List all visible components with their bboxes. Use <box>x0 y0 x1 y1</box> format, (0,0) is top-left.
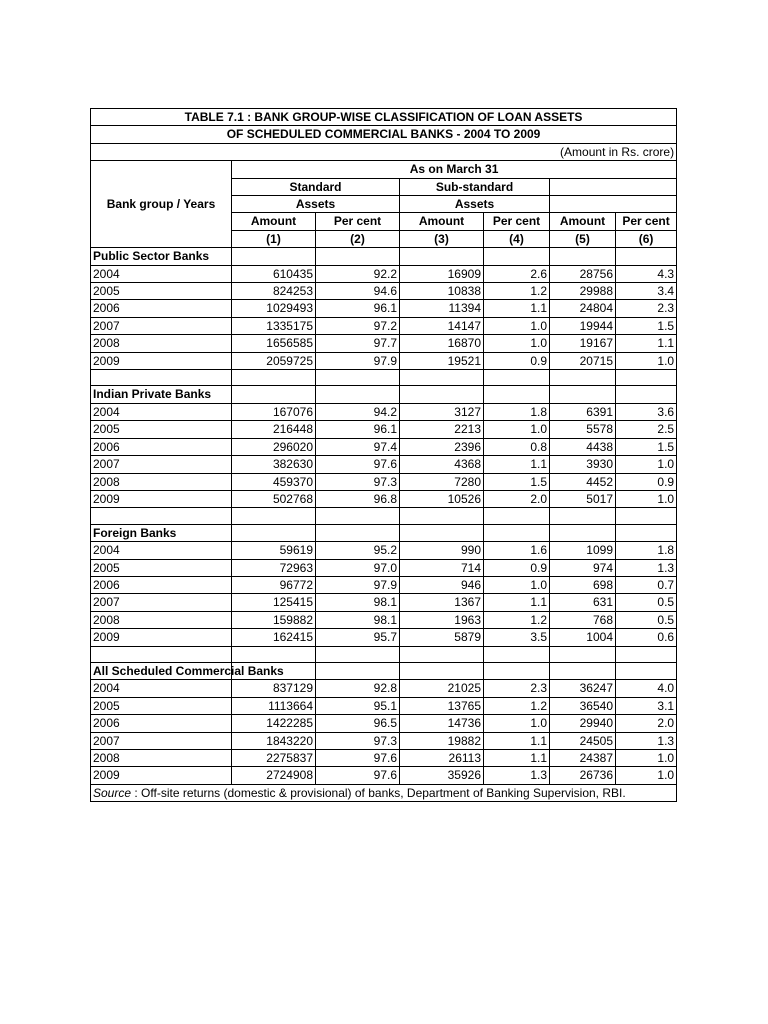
value-cell: 1.5 <box>616 438 677 455</box>
value-cell: 2396 <box>400 438 484 455</box>
value-cell: 14736 <box>400 715 484 732</box>
table-row <box>91 559 677 576</box>
value-cell: 296020 <box>232 438 316 455</box>
table-row <box>91 473 677 490</box>
year-cell: 2007 <box>91 317 232 334</box>
value-cell: 1.3 <box>616 732 677 749</box>
spacer-cell <box>400 370 484 386</box>
group-empty-cell <box>232 248 316 265</box>
year-cell: 2007 <box>91 732 232 749</box>
value-cell: 0.5 <box>616 611 677 628</box>
value-cell: 125415 <box>232 594 316 611</box>
group-empty-cell <box>400 248 484 265</box>
other-assets-header <box>550 196 677 213</box>
value-cell: 382630 <box>232 456 316 473</box>
value-cell: 1.0 <box>616 456 677 473</box>
value-cell: 24505 <box>550 732 616 749</box>
value-cell: 1.0 <box>484 421 550 438</box>
standard-assets-header: Assets <box>232 196 400 213</box>
value-cell: 1.2 <box>484 697 550 714</box>
value-cell: 1029493 <box>232 300 316 317</box>
value-cell: 162415 <box>232 629 316 646</box>
year-cell: 2004 <box>91 403 232 420</box>
value-cell: 94.2 <box>316 403 400 420</box>
value-cell: 10838 <box>400 283 484 300</box>
value-cell: 16909 <box>400 265 484 282</box>
group-heading-row <box>91 386 677 403</box>
group-empty-cell <box>232 386 316 403</box>
value-cell: 1.1 <box>484 749 550 766</box>
value-cell: 2.3 <box>616 300 677 317</box>
table-row <box>91 335 677 352</box>
loan-assets-table <box>90 108 677 802</box>
standard-header: Standard <box>232 178 400 195</box>
col-label-4: Per cent <box>484 213 550 230</box>
value-cell: 97.0 <box>316 559 400 576</box>
value-cell: 1.0 <box>616 767 677 784</box>
value-cell: 167076 <box>232 403 316 420</box>
value-cell: 1113664 <box>232 697 316 714</box>
value-cell: 16870 <box>400 335 484 352</box>
value-cell: 0.9 <box>616 473 677 490</box>
table-row <box>91 317 677 334</box>
value-cell: 92.2 <box>316 265 400 282</box>
value-cell: 0.9 <box>484 559 550 576</box>
spacer-cell <box>550 370 616 386</box>
year-cell: 2004 <box>91 265 232 282</box>
value-cell: 36540 <box>550 697 616 714</box>
spacer-cell <box>316 508 400 524</box>
spacer-row <box>91 370 677 386</box>
group-empty-cell <box>616 524 677 541</box>
other-header <box>550 178 677 195</box>
value-cell: 10526 <box>400 490 484 507</box>
value-cell: 974 <box>550 559 616 576</box>
group-empty-cell <box>484 248 550 265</box>
year-cell: 2008 <box>91 611 232 628</box>
value-cell: 216448 <box>232 421 316 438</box>
value-cell: 159882 <box>232 611 316 628</box>
value-cell: 1004 <box>550 629 616 646</box>
value-cell: 0.7 <box>616 576 677 593</box>
value-cell: 72963 <box>232 559 316 576</box>
value-cell: 1.5 <box>616 317 677 334</box>
spacer-cell <box>484 370 550 386</box>
table-row <box>91 490 677 507</box>
value-cell: 3.4 <box>616 283 677 300</box>
spacer-cell <box>232 508 316 524</box>
value-cell: 1.0 <box>616 490 677 507</box>
group-empty-cell <box>316 524 400 541</box>
value-cell: 29940 <box>550 715 616 732</box>
value-cell: 19944 <box>550 317 616 334</box>
table-title-line-2: OF SCHEDULED COMMERCIAL BANKS - 2004 TO 2009 <box>91 126 677 143</box>
value-cell: 768 <box>550 611 616 628</box>
value-cell: 946 <box>400 576 484 593</box>
table-row <box>91 629 677 646</box>
col-label-5: Amount <box>550 213 616 230</box>
year-cell: 2005 <box>91 697 232 714</box>
year-cell: 2009 <box>91 629 232 646</box>
table-row <box>91 594 677 611</box>
year-cell: 2005 <box>91 559 232 576</box>
value-cell: 1.1 <box>616 335 677 352</box>
spacer-cell <box>232 646 316 662</box>
group-name: Foreign Banks <box>91 524 232 541</box>
year-cell: 2004 <box>91 542 232 559</box>
value-cell: 3127 <box>400 403 484 420</box>
value-cell: 1.1 <box>484 300 550 317</box>
value-cell: 24387 <box>550 749 616 766</box>
value-cell: 5578 <box>550 421 616 438</box>
value-cell: 824253 <box>232 283 316 300</box>
value-cell: 5017 <box>550 490 616 507</box>
group-empty-cell <box>316 248 400 265</box>
year-cell: 2006 <box>91 576 232 593</box>
table-row <box>91 438 677 455</box>
value-cell: 96772 <box>232 576 316 593</box>
value-cell: 20715 <box>550 352 616 369</box>
table-row <box>91 403 677 420</box>
value-cell: 4438 <box>550 438 616 455</box>
value-cell: 26113 <box>400 749 484 766</box>
value-cell: 1.8 <box>484 403 550 420</box>
group-empty-cell <box>550 386 616 403</box>
value-cell: 2.3 <box>484 680 550 697</box>
group-heading-row <box>91 524 677 541</box>
year-cell: 2009 <box>91 767 232 784</box>
table-row <box>91 542 677 559</box>
spacer-cell <box>484 508 550 524</box>
value-cell: 92.8 <box>316 680 400 697</box>
group-empty-cell <box>400 524 484 541</box>
value-cell: 990 <box>400 542 484 559</box>
value-cell: 2059725 <box>232 352 316 369</box>
value-cell: 6391 <box>550 403 616 420</box>
header-row-as-on <box>91 161 677 178</box>
value-cell: 97.2 <box>316 317 400 334</box>
group-empty-cell <box>616 248 677 265</box>
value-cell: 631 <box>550 594 616 611</box>
value-cell: 3.5 <box>484 629 550 646</box>
value-cell: 4368 <box>400 456 484 473</box>
table-row <box>91 300 677 317</box>
year-cell: 2006 <box>91 715 232 732</box>
value-cell: 96.1 <box>316 421 400 438</box>
spacer-cell <box>91 508 232 524</box>
value-cell: 26736 <box>550 767 616 784</box>
year-cell: 2004 <box>91 680 232 697</box>
value-cell: 1963 <box>400 611 484 628</box>
value-cell: 29988 <box>550 283 616 300</box>
table-row <box>91 715 677 732</box>
year-cell: 2008 <box>91 335 232 352</box>
value-cell: 0.5 <box>616 594 677 611</box>
spacer-cell <box>91 646 232 662</box>
year-cell: 2009 <box>91 352 232 369</box>
group-name: All Scheduled Commercial Banks <box>91 662 232 679</box>
group-empty-cell <box>616 386 677 403</box>
col-number-2: (2) <box>316 230 400 247</box>
table-row <box>91 732 677 749</box>
value-cell: 1.2 <box>484 611 550 628</box>
value-cell: 0.9 <box>484 352 550 369</box>
source-text: : Off-site returns (domestic & provisional) of banks, Department of Banking Supervision, RBI. <box>131 785 626 800</box>
year-cell: 2008 <box>91 749 232 766</box>
value-cell: 97.6 <box>316 767 400 784</box>
value-cell: 1843220 <box>232 732 316 749</box>
value-cell: 11394 <box>400 300 484 317</box>
value-cell: 28756 <box>550 265 616 282</box>
substandard-header: Sub-standard <box>400 178 550 195</box>
col-number-6: (6) <box>616 230 677 247</box>
value-cell: 97.6 <box>316 456 400 473</box>
table-row <box>91 576 677 593</box>
value-cell: 1.0 <box>484 317 550 334</box>
source-note <box>91 784 677 801</box>
value-cell: 13765 <box>400 697 484 714</box>
value-cell: 837129 <box>232 680 316 697</box>
value-cell: 459370 <box>232 473 316 490</box>
group-empty-cell <box>616 662 677 679</box>
value-cell: 4.0 <box>616 680 677 697</box>
group-empty-cell <box>232 524 316 541</box>
value-cell: 1656585 <box>232 335 316 352</box>
table-row <box>91 456 677 473</box>
source-label: Source <box>93 785 132 800</box>
group-empty-cell <box>550 662 616 679</box>
value-cell: 1.0 <box>484 576 550 593</box>
group-empty-cell <box>484 662 550 679</box>
group-empty-cell <box>484 386 550 403</box>
table-row <box>91 283 677 300</box>
value-cell: 4452 <box>550 473 616 490</box>
table-row <box>91 697 677 714</box>
group-heading-row <box>91 248 677 265</box>
value-cell: 2724908 <box>232 767 316 784</box>
stub-header: Bank group / Years <box>91 161 232 248</box>
group-empty-cell <box>550 248 616 265</box>
col-label-2: Per cent <box>316 213 400 230</box>
value-cell: 1099 <box>550 542 616 559</box>
value-cell: 0.8 <box>484 438 550 455</box>
spacer-cell <box>616 646 677 662</box>
value-cell: 96.5 <box>316 715 400 732</box>
value-cell: 1.5 <box>484 473 550 490</box>
unit-note: (Amount in Rs. crore) <box>91 143 677 160</box>
value-cell: 3.6 <box>616 403 677 420</box>
value-cell: 1422285 <box>232 715 316 732</box>
spacer-row <box>91 508 677 524</box>
year-cell: 2006 <box>91 300 232 317</box>
value-cell: 96.1 <box>316 300 400 317</box>
col-number-4: (4) <box>484 230 550 247</box>
title-row-2 <box>91 126 677 143</box>
spacer-cell <box>616 370 677 386</box>
year-cell: 2007 <box>91 594 232 611</box>
value-cell: 1.1 <box>484 732 550 749</box>
value-cell: 610435 <box>232 265 316 282</box>
spacer-cell <box>232 370 316 386</box>
value-cell: 1.0 <box>484 715 550 732</box>
value-cell: 97.3 <box>316 732 400 749</box>
group-name: Public Sector Banks <box>91 248 232 265</box>
value-cell: 59619 <box>232 542 316 559</box>
unit-row <box>91 143 677 160</box>
value-cell: 97.3 <box>316 473 400 490</box>
spacer-cell <box>91 370 232 386</box>
year-cell: 2006 <box>91 438 232 455</box>
value-cell: 97.9 <box>316 352 400 369</box>
group-empty-cell <box>550 524 616 541</box>
col-label-6: Per cent <box>616 213 677 230</box>
table-title-line-1: TABLE 7.1 : BANK GROUP-WISE CLASSIFICATION OF LOAN ASSETS <box>91 109 677 126</box>
value-cell: 1367 <box>400 594 484 611</box>
value-cell: 98.1 <box>316 594 400 611</box>
substandard-assets-header: Assets <box>400 196 550 213</box>
value-cell: 1.1 <box>484 456 550 473</box>
year-cell: 2008 <box>91 473 232 490</box>
value-cell: 97.4 <box>316 438 400 455</box>
value-cell: 4.3 <box>616 265 677 282</box>
year-cell: 2005 <box>91 421 232 438</box>
value-cell: 19167 <box>550 335 616 352</box>
table-row <box>91 352 677 369</box>
value-cell: 19521 <box>400 352 484 369</box>
spacer-cell <box>484 646 550 662</box>
group-empty-cell <box>400 662 484 679</box>
value-cell: 2.5 <box>616 421 677 438</box>
value-cell: 96.8 <box>316 490 400 507</box>
value-cell: 1.6 <box>484 542 550 559</box>
group-empty-cell <box>400 386 484 403</box>
spacer-cell <box>550 646 616 662</box>
value-cell: 5879 <box>400 629 484 646</box>
table-row <box>91 611 677 628</box>
value-cell: 7280 <box>400 473 484 490</box>
year-cell: 2009 <box>91 490 232 507</box>
group-empty-cell <box>316 662 400 679</box>
value-cell: 94.6 <box>316 283 400 300</box>
value-cell: 95.7 <box>316 629 400 646</box>
table-row <box>91 421 677 438</box>
value-cell: 98.1 <box>316 611 400 628</box>
group-empty-cell <box>484 524 550 541</box>
value-cell: 1.0 <box>616 352 677 369</box>
value-cell: 0.6 <box>616 629 677 646</box>
year-cell: 2007 <box>91 456 232 473</box>
value-cell: 2.6 <box>484 265 550 282</box>
value-cell: 1.0 <box>616 749 677 766</box>
value-cell: 1.3 <box>616 559 677 576</box>
value-cell: 24804 <box>550 300 616 317</box>
value-cell: 1.0 <box>484 335 550 352</box>
title-row-1 <box>91 109 677 126</box>
col-number-1: (1) <box>232 230 316 247</box>
group-name: Indian Private Banks <box>91 386 232 403</box>
value-cell: 1.8 <box>616 542 677 559</box>
col-label-1: Amount <box>232 213 316 230</box>
value-cell: 19882 <box>400 732 484 749</box>
value-cell: 3.1 <box>616 697 677 714</box>
value-cell: 714 <box>400 559 484 576</box>
value-cell: 698 <box>550 576 616 593</box>
value-cell: 1.1 <box>484 594 550 611</box>
value-cell: 2.0 <box>616 715 677 732</box>
value-cell: 97.9 <box>316 576 400 593</box>
value-cell: 35926 <box>400 767 484 784</box>
spacer-cell <box>400 646 484 662</box>
year-cell: 2005 <box>91 283 232 300</box>
spacer-cell <box>550 508 616 524</box>
value-cell: 1.2 <box>484 283 550 300</box>
group-empty-cell <box>316 386 400 403</box>
value-cell: 97.6 <box>316 749 400 766</box>
value-cell: 502768 <box>232 490 316 507</box>
table-row <box>91 767 677 784</box>
source-row <box>91 784 677 801</box>
spacer-cell <box>316 646 400 662</box>
spacer-row <box>91 646 677 662</box>
value-cell: 2275837 <box>232 749 316 766</box>
value-cell: 2.0 <box>484 490 550 507</box>
col-label-3: Amount <box>400 213 484 230</box>
spacer-cell <box>400 508 484 524</box>
spacer-cell <box>616 508 677 524</box>
table-row <box>91 265 677 282</box>
col-number-3: (3) <box>400 230 484 247</box>
as-on-header: As on March 31 <box>232 161 677 178</box>
group-heading-row <box>91 662 677 679</box>
value-cell: 2213 <box>400 421 484 438</box>
col-number-5: (5) <box>550 230 616 247</box>
value-cell: 1.3 <box>484 767 550 784</box>
spacer-cell <box>316 370 400 386</box>
value-cell: 14147 <box>400 317 484 334</box>
value-cell: 97.7 <box>316 335 400 352</box>
value-cell: 95.1 <box>316 697 400 714</box>
value-cell: 95.2 <box>316 542 400 559</box>
value-cell: 21025 <box>400 680 484 697</box>
value-cell: 3930 <box>550 456 616 473</box>
table-row <box>91 749 677 766</box>
value-cell: 1335175 <box>232 317 316 334</box>
table-row <box>91 680 677 697</box>
value-cell: 36247 <box>550 680 616 697</box>
